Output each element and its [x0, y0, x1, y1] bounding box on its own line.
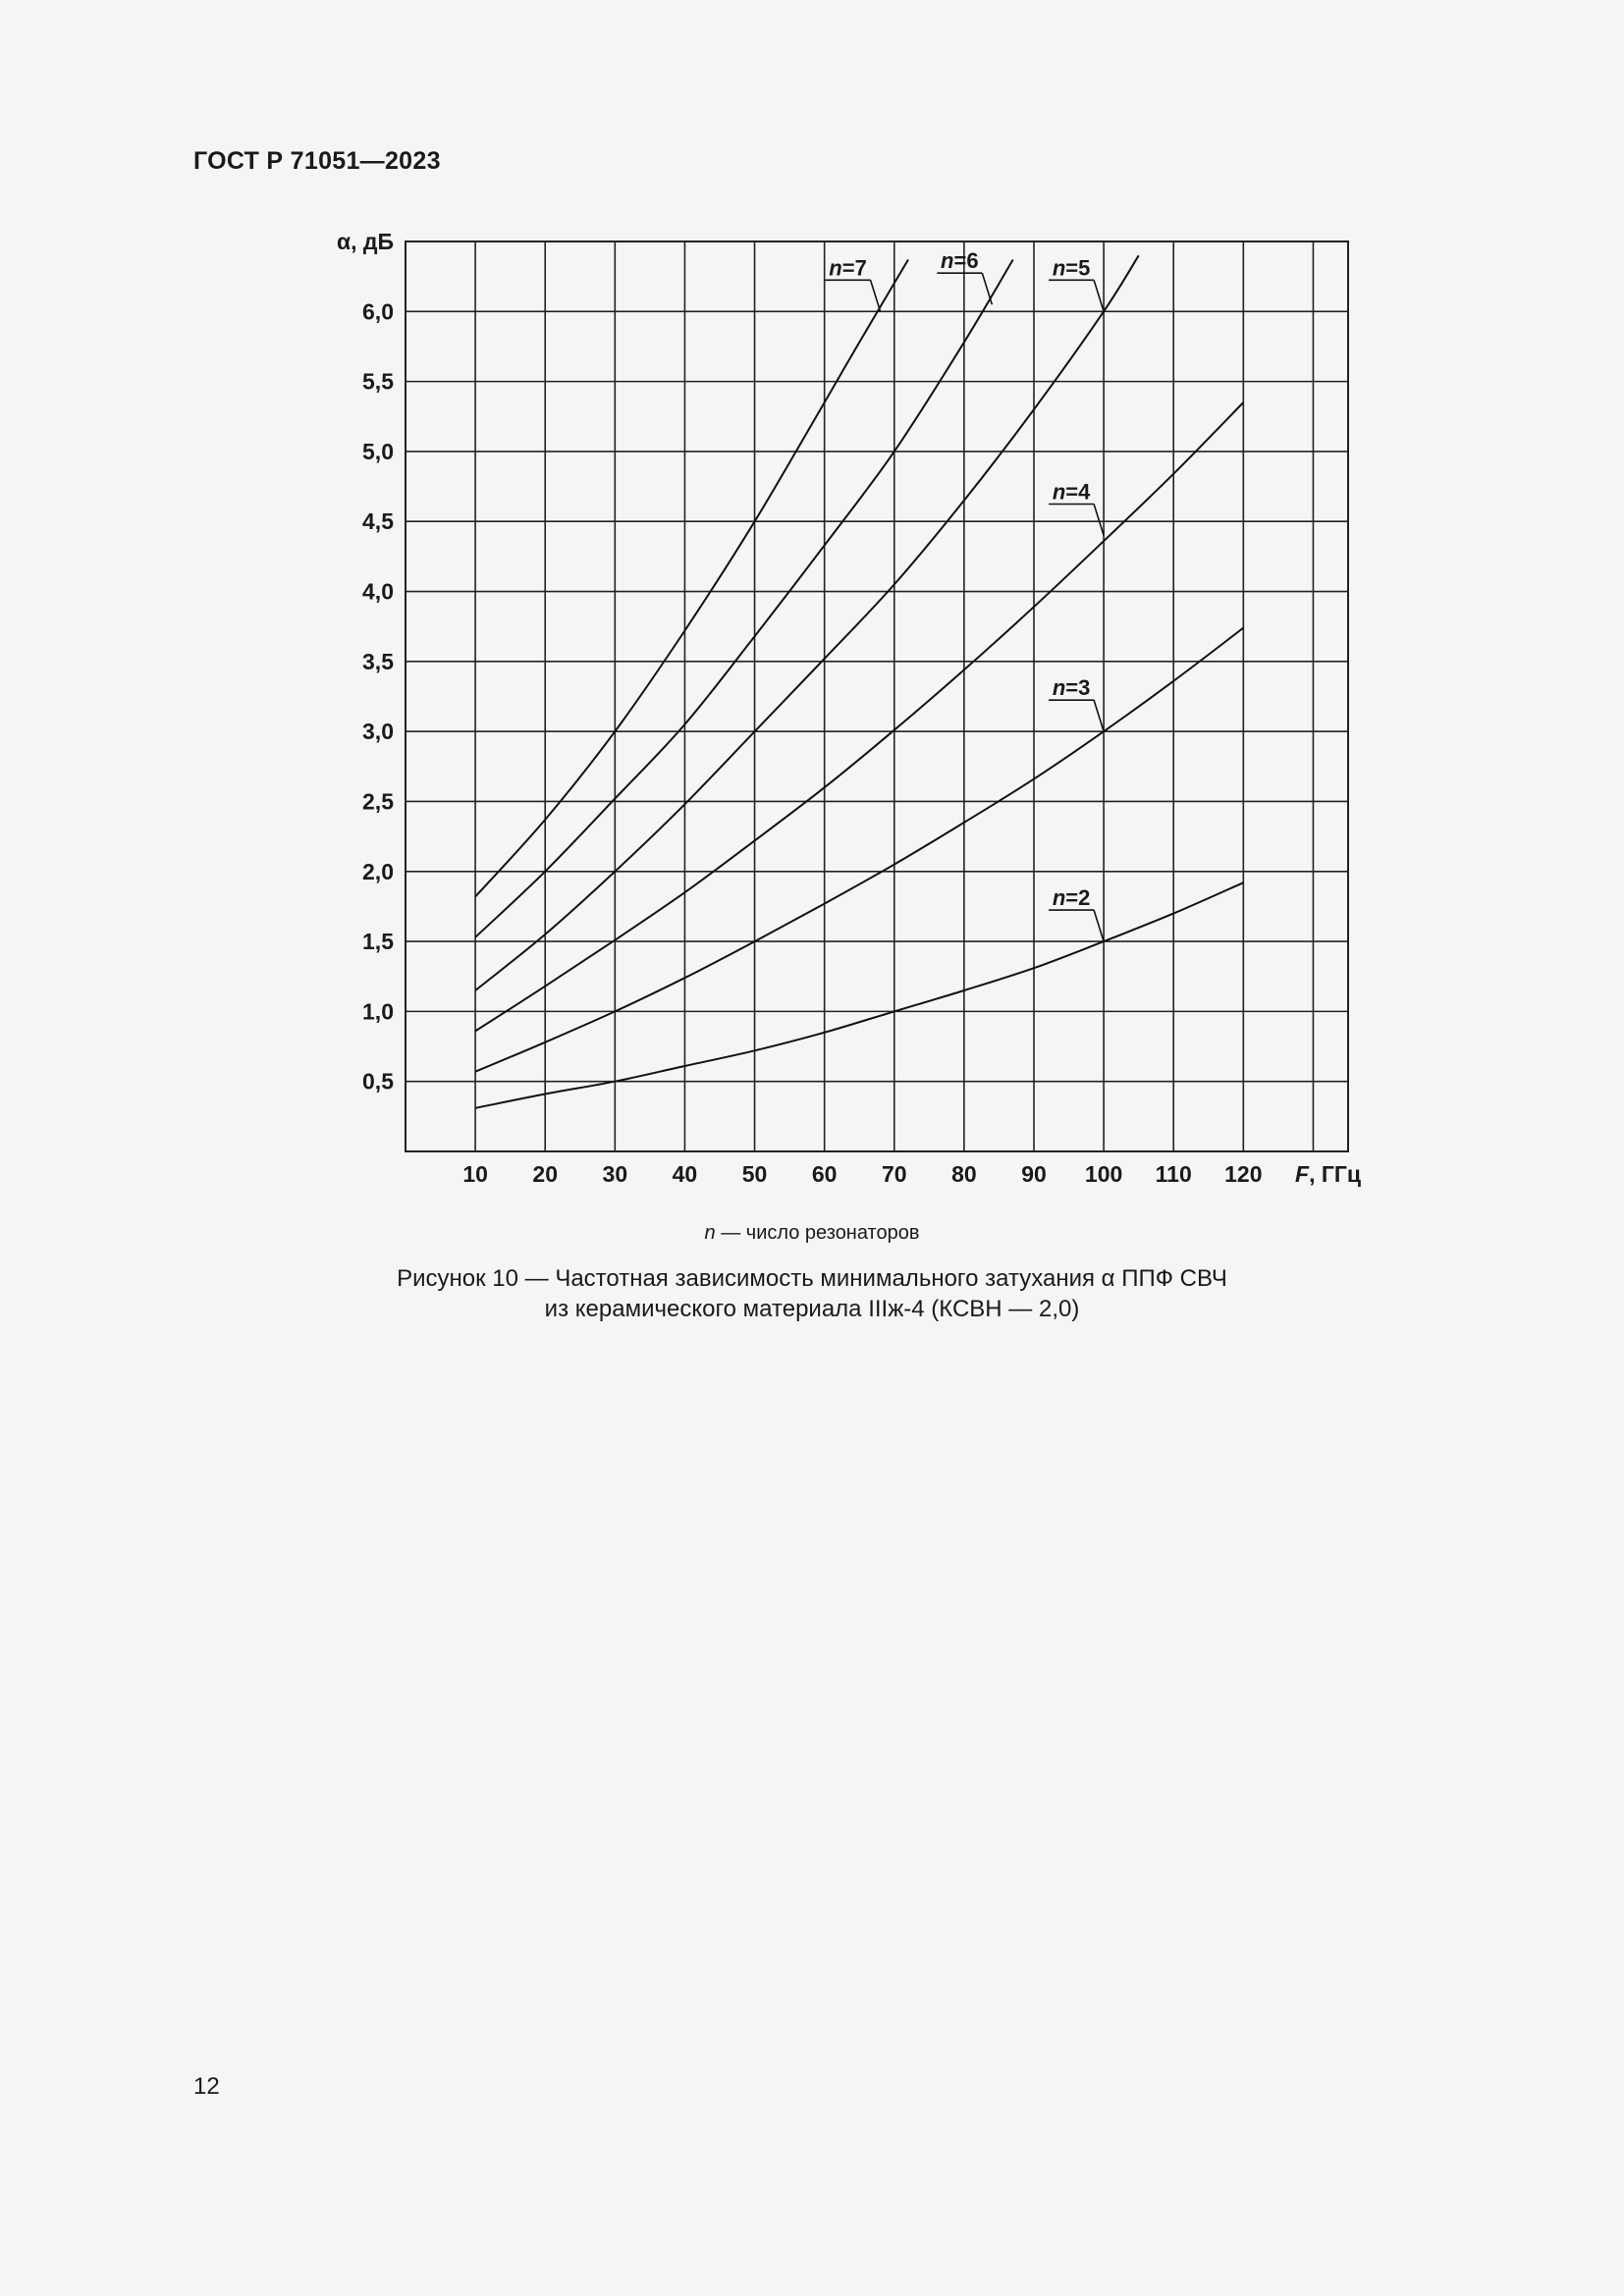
y-tick-label: 1,5	[362, 929, 394, 955]
series-label-text	[1053, 479, 1091, 504]
series-leader-line	[1094, 910, 1104, 941]
series-label-text	[941, 248, 979, 273]
x-tick-label: 20	[532, 1161, 559, 1187]
series-leader-line	[871, 280, 881, 311]
x-axis-label	[1295, 1161, 1361, 1187]
series-label-n=4	[1049, 479, 1104, 535]
y-tick-label: 1,0	[362, 998, 394, 1025]
y-tick-label: 5,0	[362, 438, 394, 464]
series-label-value: =3	[1065, 675, 1091, 701]
series-label-n=2	[1049, 885, 1104, 941]
series-label-value: =6	[953, 248, 979, 274]
caption-line-2: из керамического материала IIIж-4 (КСВН — 2,0)	[544, 1296, 1080, 1322]
x-axis-variable: F	[1295, 1161, 1310, 1187]
figure-caption	[0, 1263, 1624, 1324]
series-line-n=4	[475, 402, 1243, 1031]
x-tick-label: 110	[1155, 1161, 1192, 1187]
series-line-n=3	[475, 628, 1243, 1072]
series-line-n=6	[475, 260, 1013, 937]
y-tick-label: 5,5	[362, 368, 394, 395]
series-leader-line	[1094, 700, 1104, 731]
series-label-variable: n	[1052, 479, 1066, 505]
legend-variable: n	[704, 1222, 716, 1244]
x-tick-label: 120	[1224, 1161, 1263, 1187]
series-label-n=3	[1049, 675, 1104, 731]
series-label-variable: n	[829, 255, 842, 281]
series-label-value: =7	[841, 255, 867, 281]
x-tick-label: 10	[462, 1161, 488, 1187]
y-tick-label: 3,5	[362, 648, 394, 674]
x-tick-label: 60	[811, 1161, 838, 1187]
series-label-value: =2	[1065, 885, 1091, 911]
x-tick-label: 80	[951, 1161, 977, 1187]
x-axis-unit: , ГГц	[1309, 1161, 1362, 1187]
legend-text: — число резонаторов	[715, 1222, 920, 1244]
series-label-value: =5	[1065, 255, 1091, 281]
x-tick-label: 100	[1084, 1161, 1123, 1187]
series-label-value: =4	[1065, 479, 1091, 505]
y-axis-label: α, дБ	[336, 229, 394, 254]
plot-frame	[406, 241, 1348, 1151]
series-label-text	[1053, 255, 1091, 280]
series-label-text	[1053, 675, 1091, 700]
y-tick-label: 2,0	[362, 858, 394, 884]
series-label-text	[829, 255, 867, 280]
x-tick-label: 50	[741, 1161, 768, 1187]
series-leader-line	[1094, 280, 1104, 311]
y-tick-label: 4,5	[362, 508, 394, 535]
caption-line-1: Рисунок 10 — Частотная зависимость минимального затухания α ППФ СВЧ	[397, 1265, 1227, 1292]
x-tick-label: 30	[602, 1161, 628, 1187]
series-leader-line	[982, 273, 992, 304]
series-label-variable: n	[1052, 885, 1066, 911]
series-label-text	[1053, 885, 1091, 910]
x-tick-label: 70	[881, 1161, 907, 1187]
document-header: ГОСТ Р 71051—2023	[193, 147, 441, 175]
page-number: 12	[193, 2073, 220, 2100]
series-label-n=7	[826, 255, 881, 311]
series-label-n=5	[1049, 255, 1104, 311]
y-tick-label: 2,5	[362, 788, 394, 815]
y-tick-label: 6,0	[362, 298, 394, 325]
x-tick-label: 40	[672, 1161, 698, 1187]
series-line-n=5	[475, 255, 1139, 990]
series-line-n=2	[475, 882, 1243, 1108]
legend-note	[0, 1222, 1624, 1245]
series-leader-line	[1094, 504, 1104, 535]
series-label-variable: n	[941, 248, 954, 274]
y-tick-label: 0,5	[362, 1068, 394, 1095]
series-label-variable: n	[1052, 675, 1066, 701]
y-tick-label: 4,0	[362, 578, 394, 605]
y-tick-label: 3,0	[362, 719, 394, 745]
series-label-variable: n	[1052, 255, 1066, 281]
x-tick-label: 90	[1021, 1161, 1047, 1187]
